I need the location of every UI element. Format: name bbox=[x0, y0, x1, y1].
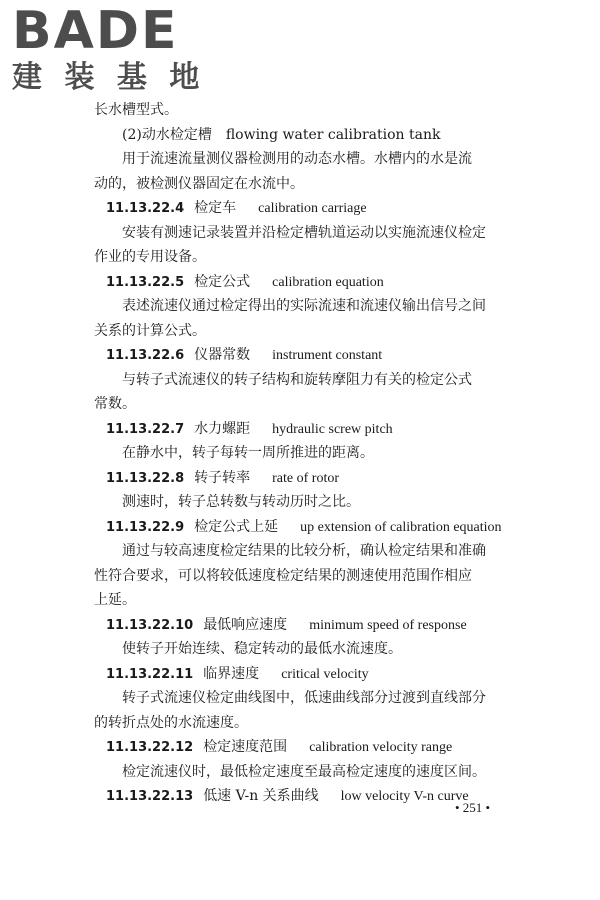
term-number: 11.13.22.10 bbox=[106, 617, 194, 633]
term-english: low velocity V-n curve bbox=[340, 789, 469, 804]
term-chinese: 低速 V-n 关系曲线 bbox=[203, 788, 319, 804]
logo-subtitle: 建 装 基 地 bbox=[12, 60, 206, 95]
term-chinese: 水力螺距 bbox=[194, 420, 251, 437]
term-number: 11.13.22.12 bbox=[106, 740, 194, 755]
term-heading bbox=[94, 196, 514, 221]
term-heading bbox=[94, 417, 514, 442]
body-text-line: 与转子式流速仪的转子结构和旋转摩阻力有关的检定公式 bbox=[122, 371, 472, 388]
brand-logo bbox=[12, 1, 206, 96]
body-text-line: 使转子开始连续、稳定转动的最低水流速度。 bbox=[122, 641, 402, 657]
body-text-line: 关系的计算公式。 bbox=[94, 322, 206, 339]
term-number: 11.13.22.9 bbox=[106, 519, 185, 535]
term-english: calibration carriage bbox=[258, 201, 367, 216]
term-chinese: 临界速度 bbox=[203, 665, 260, 682]
term-number: 11.13.22.4 bbox=[106, 201, 185, 216]
term-heading bbox=[94, 515, 514, 540]
body-text-line: 测速时，转子总转数与转动历时之比。 bbox=[122, 494, 360, 510]
term-number: 11.13.22.5 bbox=[106, 274, 185, 290]
term-heading bbox=[94, 784, 514, 809]
document-body bbox=[94, 98, 514, 809]
term-heading bbox=[94, 466, 514, 491]
term-english: hydraulic screw pitch bbox=[272, 421, 393, 437]
body-text-line: 动的，被检测仪器固定在水流中。 bbox=[94, 175, 304, 192]
term-chinese: 最低响应速度 bbox=[203, 616, 288, 633]
term-english: up extension of calibration equation bbox=[300, 519, 502, 535]
body-text-line: 通过与较高速度检定结果的比较分析，确认检定结果和准确 bbox=[122, 543, 486, 559]
body-text-line: 表述流速仪通过检定得出的实际流速和流速仪输出信号之间 bbox=[122, 298, 486, 314]
body-text-line: 性符合要求，可以将较低速度检定结果的测速使用范围作相应 bbox=[94, 567, 472, 584]
term-number: 11.13.22.6 bbox=[106, 348, 185, 363]
body-text-line: 常数。 bbox=[94, 396, 136, 412]
term-chinese: 检定公式 bbox=[194, 273, 251, 290]
term-english: rate of rotor bbox=[272, 470, 339, 486]
body-text-line: 安装有测速记录装置并沿检定槽轨道运动以实施流速仪检定 bbox=[122, 224, 486, 241]
body-text-line: 的转折点处的水流速度。 bbox=[94, 714, 248, 731]
term-heading bbox=[94, 343, 514, 368]
term-chinese: 转子转率 bbox=[194, 469, 251, 486]
page-number: • 251 • bbox=[455, 800, 491, 815]
term-chinese: 检定速度范围 bbox=[203, 739, 288, 755]
body-text-line: 用于流速流量测仪器检测用的动态水槽。水槽内的水是流 bbox=[122, 151, 472, 167]
body-text-line: 在静水中，转子每转一周所推进的距离。 bbox=[122, 445, 374, 461]
body-text-line: 作业的专用设备。 bbox=[94, 249, 206, 265]
term-number: 11.13.22.7 bbox=[106, 421, 185, 437]
body-text-line: (2)动水检定槽 flowing water calibration tank bbox=[122, 126, 441, 143]
body-text-line: 长水槽型式。 bbox=[94, 102, 178, 118]
body-text-line: 检定流速仪时，最低检定速度至最高检定速度的速度区间。 bbox=[122, 763, 486, 780]
term-heading bbox=[94, 613, 514, 638]
term-chinese: 检定公式上延 bbox=[194, 518, 279, 535]
term-english: minimum speed of response bbox=[309, 617, 467, 633]
term-number: 11.13.22.13 bbox=[106, 789, 194, 804]
term-number: 11.13.22.11 bbox=[106, 666, 194, 682]
body-text-line: 转子式流速仪检定曲线图中，低速曲线部分过渡到直线部分 bbox=[122, 690, 486, 706]
body-text-line: 上延。 bbox=[94, 592, 136, 608]
term-english: calibration velocity range bbox=[309, 740, 453, 755]
term-english: critical velocity bbox=[281, 666, 369, 682]
term-chinese: 仪器常数 bbox=[194, 347, 251, 363]
term-heading bbox=[94, 662, 514, 687]
term-heading bbox=[94, 735, 514, 760]
logo-brand-text: BADE bbox=[12, 1, 179, 61]
term-number: 11.13.22.8 bbox=[106, 470, 185, 486]
term-english: calibration equation bbox=[272, 274, 384, 290]
term-heading bbox=[94, 270, 514, 295]
term-english: instrument constant bbox=[272, 348, 383, 363]
term-chinese: 检定车 bbox=[194, 200, 237, 216]
